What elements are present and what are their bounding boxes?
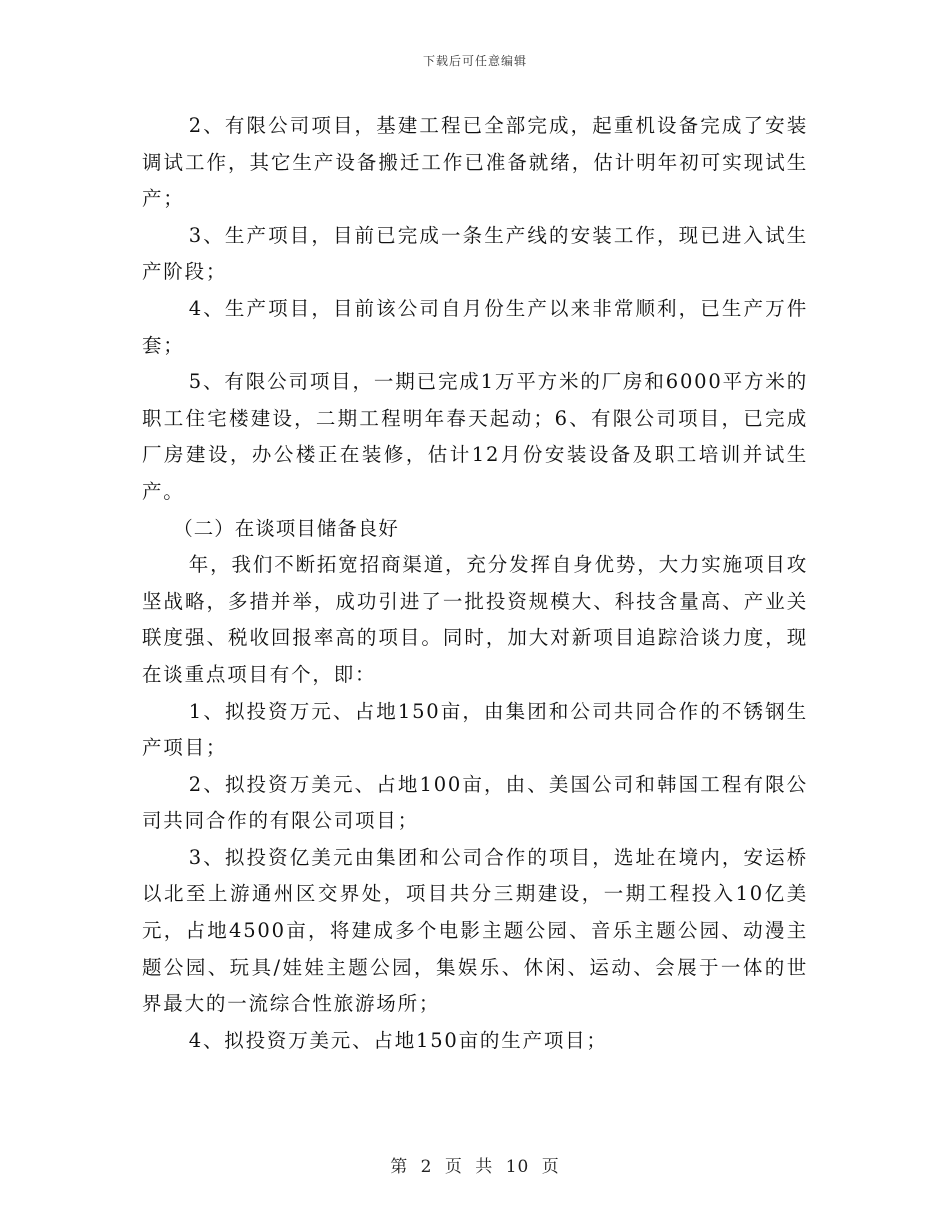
paragraph-item-2: 2、有限公司项目，基建工程已全部完成，起重机设备完成了安装调试工作，其它生产设备搬迁工作已准备就绪，估计明年初可实现试生产； bbox=[142, 114, 808, 211]
paragraph-item-4: 4、生产项目，目前该公司自月份生产以来非常顺利，已生产万件套； bbox=[142, 296, 808, 357]
project-item-4: 4、拟投资万美元、占地150亩的生产项目； bbox=[188, 1028, 608, 1052]
page-number: 第 2 页 共 10 页 bbox=[390, 1157, 560, 1177]
paragraph-intro: 年，我们不断拓宽招商渠道，充分发挥自身优势，大力实施项目攻坚战略，多措并举，成功引进了一批投资规模大、科技含量高、产业关联度强、税收回报率高的项目。同时，加大对新项目追踪洽谈力度，现在谈重点项目有个，即： bbox=[142, 553, 808, 686]
project-item-1: 1、拟投资万元、占地150亩，由集团和公司共同合作的不锈钢生产项目； bbox=[142, 699, 808, 760]
project-item-2: 2、拟投资万美元、占地100亩，由、美国公司和韩国工程有限公司共同合作的有限公司项目； bbox=[142, 772, 808, 833]
project-item-3: 3、拟投资亿美元由集团和公司合作的项目，选址在境内，安运桥以北至上游通州区交界处，项目共分三期建设，一期工程投入10亿美元，占地4500亩，将建成多个电影主题公园、音乐主题公园、动漫主题公园、玩具/娃娃主题公园，集娱乐、休闲、运动、会展于一体的世界最大的一流综合性旅游场所； bbox=[142, 845, 808, 1016]
page-header: 下载后可任意编辑 bbox=[422, 54, 527, 68]
section-heading: （二）在谈项目储备良好 bbox=[173, 516, 399, 540]
document-body bbox=[142, 108, 808, 1059]
paragraph-item-3: 3、生产项目，目前已完成一条生产线的安装工作，现已进入试生产阶段； bbox=[142, 223, 808, 284]
paragraph-item-5-6: 5、有限公司项目，一期已完成1万平方米的厂房和6000平方米的职工住宅楼建设，二期工程明年春天起动；6、有限公司项目，已完成厂房建设，办公楼正在装修，估计12月份安装设备及职工培训并试生产。 bbox=[142, 370, 808, 503]
